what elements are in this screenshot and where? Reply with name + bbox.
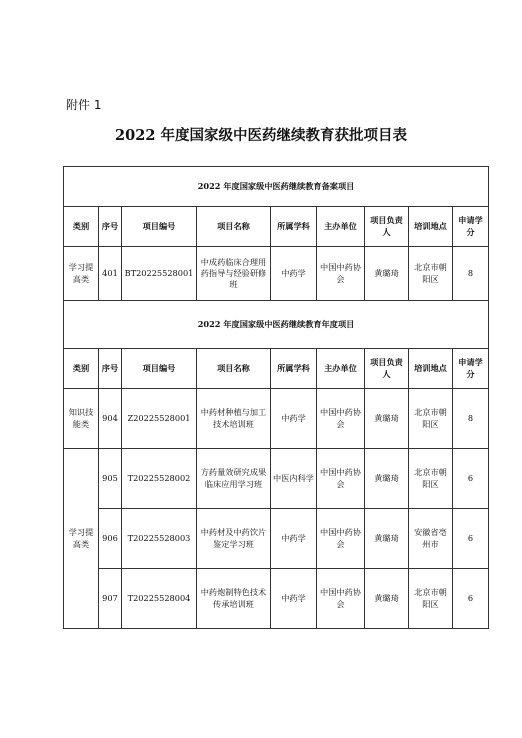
header-code: 项目编号 [122,207,197,247]
header-code: 项目编号 [122,349,197,389]
table-row [64,389,489,449]
cell-code: T20225528002 [122,449,197,509]
header-organizer: 主办单位 [317,349,365,389]
cell-credits: 6 [453,509,489,569]
header-leader: 项目负责人 [365,349,409,389]
cell-code: BT20225528001 [122,247,197,301]
cell-credits: 6 [453,449,489,509]
cell-seq: 401 [99,247,122,301]
cell-organizer: 中国中药协会 [317,389,365,449]
cell-discipline: 中药学 [271,247,317,301]
header-discipline: 所属学科 [271,349,317,389]
header-name: 项目名称 [197,349,271,389]
table-row [64,509,489,569]
document-title: 2022 年度国家级中医药继续教育获批项目表 [115,127,407,144]
record-section-title: 2022 年度国家级中医药继续教育备案项目 [64,167,489,207]
header-credits: 申请学分 [453,207,489,247]
cell-category: 学习提高类 [64,247,99,301]
cell-discipline: 中药学 [271,389,317,449]
header-credits: 申请学分 [453,349,489,389]
cell-name: 中药材及中药饮片鉴定学习班 [197,509,271,569]
cell-seq: 904 [99,389,122,449]
cell-name: 中药炮制特色技术传承培训班 [197,569,271,629]
cell-code: T20225528004 [122,569,197,629]
cell-credits: 8 [453,247,489,301]
cell-location: 北京市朝阳区 [409,569,453,629]
header-organizer: 主办单位 [317,207,365,247]
cell-seq: 905 [99,449,122,509]
header-location: 培训地点 [409,207,453,247]
cell-seq: 906 [99,509,122,569]
cell-name: 中成药临床合理用药指导与经验研修班 [197,247,271,301]
record-header-row [64,207,489,247]
cell-location: 北京市朝阳区 [409,247,453,301]
header-location: 培训地点 [409,349,453,389]
cell-name: 中药材种植与加工技术培训班 [197,389,271,449]
cell-code: Z20225528001 [122,389,197,449]
cell-discipline: 中药学 [271,569,317,629]
header-category: 类别 [64,207,99,247]
cell-credits: 8 [453,389,489,449]
header-seq: 序号 [99,207,122,247]
cell-leader: 黄璐琦 [365,247,409,301]
cell-category: 知识技能类 [64,389,99,449]
table-row [64,569,489,629]
table-row [64,247,489,301]
cell-leader: 黄璐琦 [365,389,409,449]
header-leader: 项目负责人 [365,207,409,247]
table-row [64,449,489,509]
cell-category: 学习提高类 [64,449,99,629]
cell-organizer: 中国中药协会 [317,449,365,509]
cell-location: 北京市朝阳区 [409,389,453,449]
cell-location: 北京市朝阳区 [409,449,453,509]
annual-header-row [64,349,489,389]
attachment-label: 附件 1 [66,98,102,112]
cell-code: T20225528003 [122,509,197,569]
cell-credits: 6 [453,569,489,629]
cell-location: 安徽省亳州市 [409,509,453,569]
header-name: 项目名称 [197,207,271,247]
annual-section-title: 2022 年度国家级中医药继续教育年度项目 [64,301,489,349]
header-discipline: 所属学科 [271,207,317,247]
cell-leader: 黄璐琦 [365,449,409,509]
header-seq: 序号 [99,349,122,389]
cell-organizer: 中国中药协会 [317,509,365,569]
cell-discipline: 中药学 [271,509,317,569]
header-category: 类别 [64,349,99,389]
cell-name: 方药量效研究成果临床应用学习班 [197,449,271,509]
cell-leader: 黄璐琦 [365,509,409,569]
cell-seq: 907 [99,569,122,629]
cell-organizer: 中国中药协会 [317,247,365,301]
cell-organizer: 中国中药协会 [317,569,365,629]
cell-leader: 黄璐琦 [365,569,409,629]
cell-discipline: 中医内科学 [271,449,317,509]
approved-projects-table [63,166,489,629]
